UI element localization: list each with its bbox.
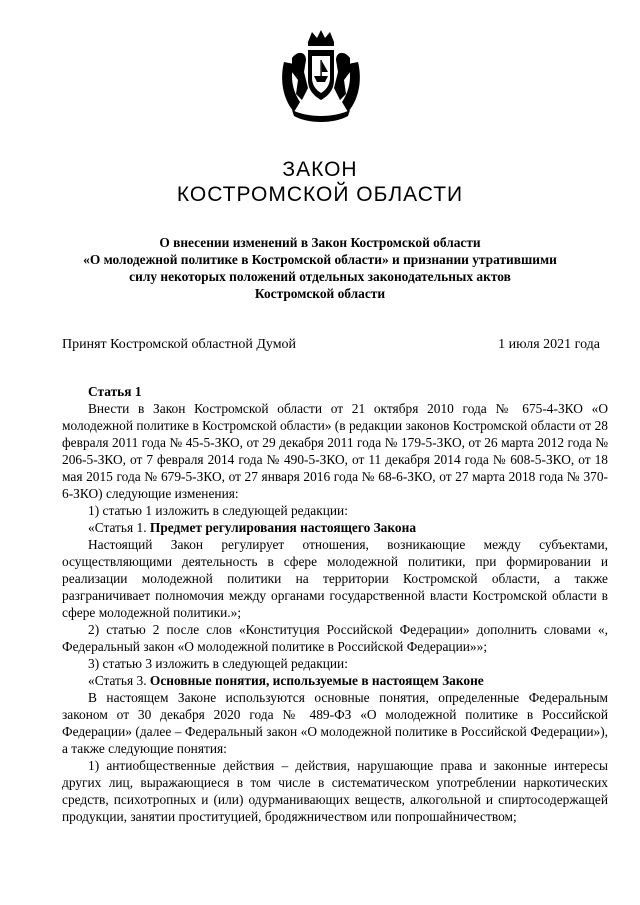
coat-of-arms-emblem <box>278 28 364 128</box>
law-title-line2: КОСТРОМСКОЙ ОБЛАСТИ <box>176 183 464 206</box>
change-item-1: 1) статью 1 изложить в следующей редакции: <box>88 503 348 518</box>
article-3-new-heading <box>62 672 608 689</box>
article-heading: Статья 1 <box>88 384 142 399</box>
article-1 <box>62 383 608 825</box>
subtitle-line: О внесении изменений в Закон Костромской области <box>159 235 481 250</box>
article-3-title: Основные понятия, используемые в настоящем Законе <box>149 673 484 688</box>
subtitle-line: Костромской области <box>254 286 386 301</box>
definition-1: 1) антиобщественные действия – действия, нарушающие права и законные интересы других лиц, выражающиеся в том числе в систематическом употреблении наркотических средств, психотропных и (или) одурманивающих веществ, алкогольной и спиртосодержащей продукции, занятии проституцией, бродяжничеством или попрошайничеством; <box>62 758 608 824</box>
law-subtitle <box>40 234 600 302</box>
subtitle-line: силу некоторых положений отдельных законодательных актов <box>129 269 511 284</box>
adopted-by: Принят Костромской областной Думой <box>62 337 297 352</box>
law-title-line1: ЗАКОН <box>282 158 358 181</box>
article-3-prefix: «Статья 3. <box>88 673 150 688</box>
change-item-2: 2) статью 2 после слов «Конституция Российской Федерации» дополнить словами «, Федеральный закон «О молодежной политике в Российской Федерации»»; <box>62 622 608 654</box>
adoption-line <box>62 337 600 353</box>
article-1-new-heading <box>62 519 608 536</box>
adoption-date: 1 июля 2021 года <box>498 337 600 352</box>
article-1-title: Предмет регулирования настоящего Закона <box>149 520 417 535</box>
change-item-3: 3) статью 3 изложить в следующей редакции: <box>88 656 348 671</box>
article-1-text: Настоящий Закон регулирует отношения, возникающие между субъектами, осуществляющими деятельность в сфере молодежной политики, при формировании и реализации молодежной политики на территории Костромской области, а также разграничивает полномочия между органами государственной власти Костромской области в сфере молодежной политики.»; <box>62 537 608 620</box>
article-1-prefix: «Статья 1. <box>88 520 150 535</box>
article-intro: Внести в Закон Костромской области от 21 октября 2010 года № 675-4-ЗКО «О молодежной политике в Костромской области» (в редакции законов Костромской области от 28 февраля 2011 года № 45-5-ЗКО, от 29 декабря 2011 года № 179-5-ЗКО, от 26 марта 2012 года № 206-5-ЗКО, от 7 февраля 2014 года № 490-5-ЗКО, от 11 декабря 2014 года № 608-5-ЗКО, от 18 мая 2015 года № 679-5-ЗКО, от 27 января 2016 года № 68-6-ЗКО, от 27 марта 2018 года № 370-6-ЗКО) следующие изменения: <box>62 401 608 501</box>
subtitle-line: «О молодежной политике в Костромской области» и признании утратившими <box>83 252 557 267</box>
article-3-text: В настоящем Законе используются основные понятия, определенные Федеральным законом от 30 декабря 2020 года № 489-ФЗ «О молодежной политике в Российской Федерации» (далее – Федеральный закон «О молодежной политике в Российской Федерации»), а также следующие понятия: <box>62 690 608 756</box>
